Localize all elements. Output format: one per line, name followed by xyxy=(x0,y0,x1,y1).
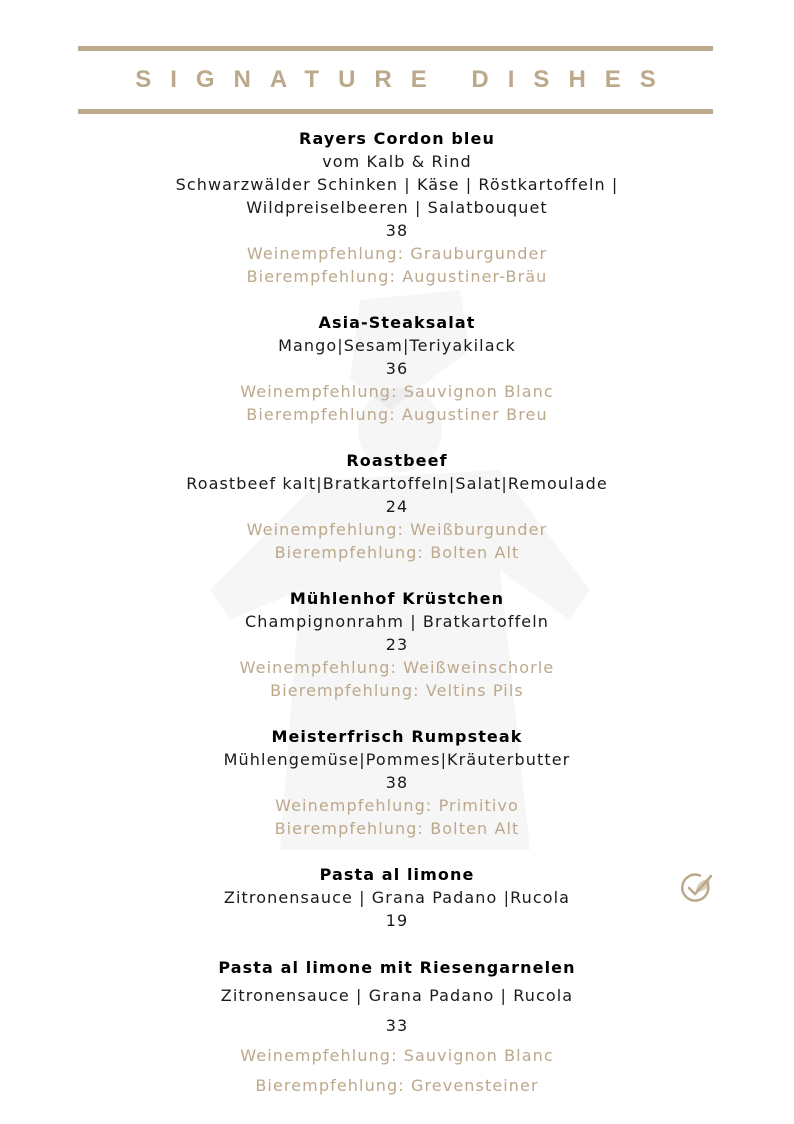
header-rule-bottom xyxy=(78,109,713,114)
dish-name: Pasta al limone mit Riesengarnelen xyxy=(218,958,576,977)
dish-name: Roastbeef xyxy=(346,451,448,470)
dish-description: Mango|Sesam|Teriyakilack xyxy=(278,336,516,355)
dish-name: Meisterfrisch Rumpsteak xyxy=(271,727,523,746)
dish-price: 36 xyxy=(385,359,409,378)
dish-item xyxy=(0,955,794,1101)
dish-name: Asia-Steaksalat xyxy=(318,313,476,332)
dish-item xyxy=(0,449,794,564)
beer-recommendation: Bierempfehlung: Veltins Pils xyxy=(270,681,524,700)
beer-recommendation: Bierempfehlung: Bolten Alt xyxy=(274,543,520,562)
dish-description: Roastbeef kalt|Bratkartoffeln|Salat|Remoulade xyxy=(186,474,608,493)
page-title: SIGNATURE DISHES xyxy=(135,66,675,93)
dish-price: 24 xyxy=(385,497,409,516)
wine-recommendation: Weinempfehlung: Weißburgunder xyxy=(246,520,548,539)
dish-description: Zitronensauce | Grana Padano |Rucola xyxy=(223,888,571,907)
wine-recommendation: Weinempfehlung: Weißweinschorle xyxy=(239,658,555,677)
header-rule-top xyxy=(78,46,713,51)
dish-price: 33 xyxy=(385,1016,409,1035)
beer-recommendation: Bierempfehlung: Augustiner-Bräu xyxy=(246,267,548,286)
wine-recommendation: Weinempfehlung: Grauburgunder xyxy=(246,244,548,263)
dish-price: 23 xyxy=(385,635,409,654)
dish-name: Rayers Cordon bleu xyxy=(299,129,495,148)
dish-description: Schwarzwälder Schinken | Käse | Röstkartoffeln | xyxy=(175,175,619,194)
dish-item xyxy=(0,587,794,702)
leaf-check-icon xyxy=(680,871,714,905)
dish-item xyxy=(0,127,794,288)
dish-price: 38 xyxy=(385,221,409,240)
dish-item xyxy=(0,311,794,426)
dish-description: Mühlengemüse|Pommes|Kräuterbutter xyxy=(223,750,571,769)
beer-recommendation: Bierempfehlung: Grevensteiner xyxy=(255,1076,539,1095)
dish-description: Wildpreiselbeeren | Salatbouquet xyxy=(246,198,548,217)
wine-recommendation: Weinempfehlung: Sauvignon Blanc xyxy=(240,382,554,401)
dish-description: vom Kalb & Rind xyxy=(322,152,472,171)
dish-name: Pasta al limone xyxy=(319,865,475,884)
dish-description: Zitronensauce | Grana Padano | Rucola xyxy=(220,986,574,1005)
dish-price: 19 xyxy=(385,911,409,930)
menu xyxy=(0,127,794,1124)
dish-item xyxy=(0,725,794,840)
wine-recommendation: Weinempfehlung: Sauvignon Blanc xyxy=(240,1046,554,1065)
dish-price: 38 xyxy=(385,773,409,792)
beer-recommendation: Bierempfehlung: Augustiner Breu xyxy=(246,405,548,424)
wine-recommendation: Weinempfehlung: Primitivo xyxy=(275,796,519,815)
dish-description: Champignonrahm | Bratkartoffeln xyxy=(244,612,550,631)
dish-name: Mühlenhof Krüstchen xyxy=(289,589,505,608)
beer-recommendation: Bierempfehlung: Bolten Alt xyxy=(274,819,520,838)
dish-item xyxy=(0,863,794,932)
